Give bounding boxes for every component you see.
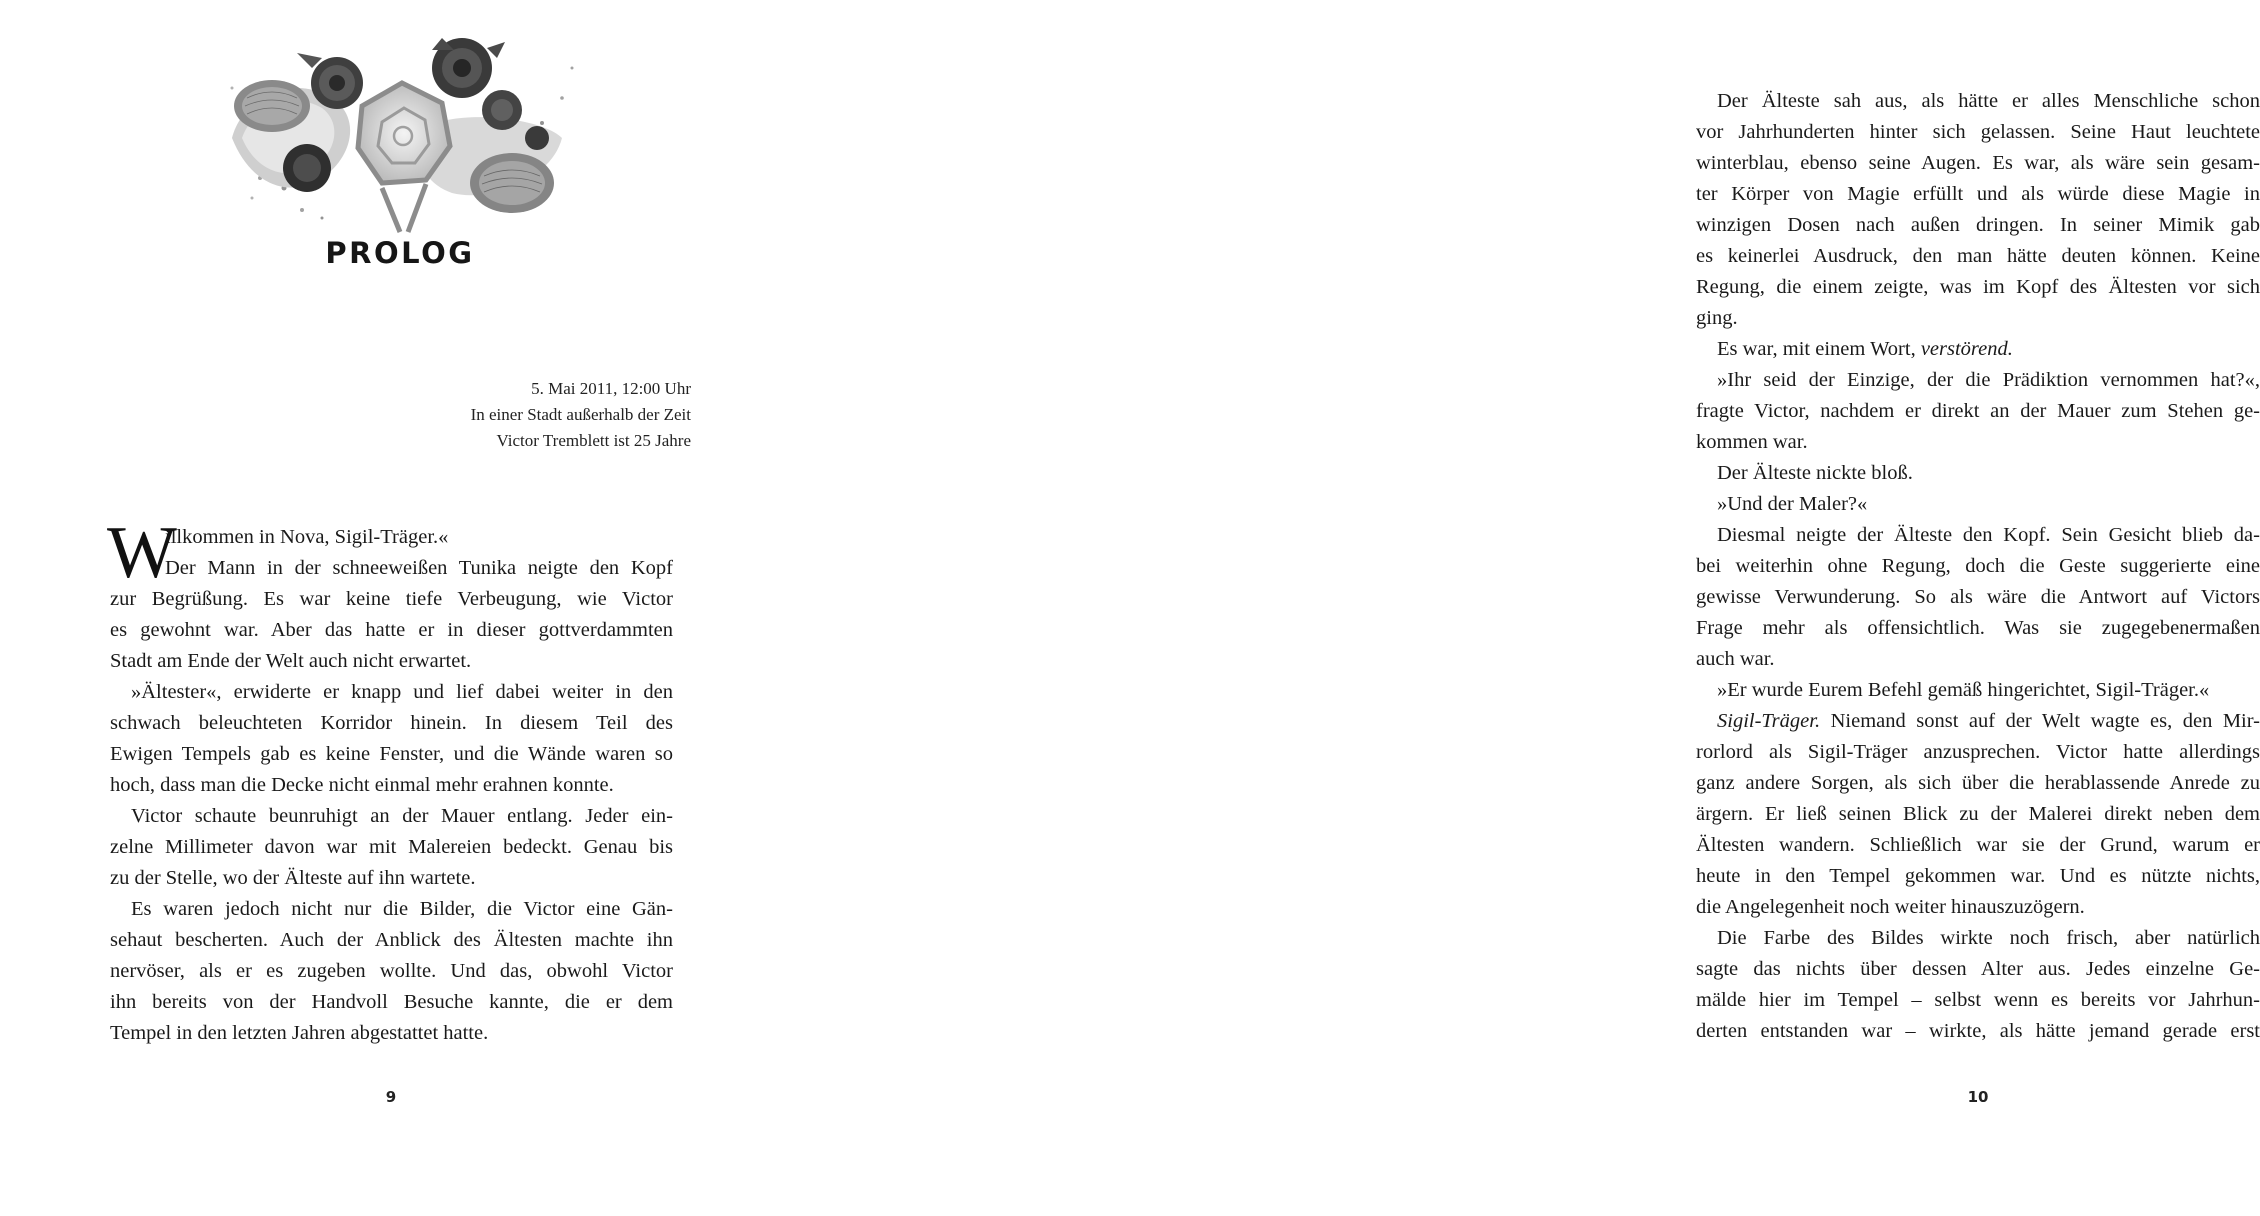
italic-word: verstörend. (1920, 338, 2013, 360)
page-number: 10 (1967, 1088, 1989, 1106)
text-line: Ewigen Tempels gab es keine Fenster, und die Wände waren so (110, 743, 673, 765)
dateline-date: 5. Mai 2011, 12:00 Uhr (531, 379, 691, 398)
text-line: zur Begrüßung. Es war keine tiefe Verbeugung, wie Victor (110, 588, 673, 610)
text-line: Stadt am Ende der Welt auch nicht erwartet. (110, 650, 472, 672)
italic-lead: Sigil-Träger. (1717, 710, 1821, 732)
chapter-title: PROLOG (325, 236, 475, 270)
text-line: winterblau, ebenso seine Augen. Es war, als wäre sein gesam- (1696, 152, 2260, 174)
page-number: 9 (385, 1088, 397, 1106)
text-line: derten entstanden war – wirkte, als hätte jemand gerade erst (1696, 1020, 2260, 1042)
text-line: zu der Stelle, wo der Älteste auf ihn wartete. (110, 867, 476, 889)
text-line: Der Mann in der schneeweißen Tunika neigte den Kopf (165, 557, 673, 579)
text-line: »Und der Maler?« (1717, 493, 1868, 515)
text-line: ihn bereits von der Handvoll Besuche kannte, die er dem (110, 991, 673, 1013)
text-line: Der Älteste sah aus, als hätte er alles Menschliche schon (1717, 90, 2260, 112)
text-line: Es waren jedoch nicht nur die Bilder, die Victor eine Gän- (131, 898, 673, 920)
text-line: Der Älteste nickte bloß. (1717, 462, 1913, 484)
left-page (0, 0, 800, 1216)
dateline (471, 376, 691, 454)
text-line: die Angelegenheit noch weiter hinauszuzögern. (1696, 896, 2085, 918)
text-line: kommen war. (1696, 431, 1808, 453)
text-line: auch war. (1696, 648, 1775, 670)
text-line: Die Farbe des Bildes wirkte noch frisch, aber natürlich (1717, 927, 2260, 949)
text-line: mälde hier im Tempel – selbst wenn es bereits vor Jahrhun- (1696, 989, 2260, 1011)
dateline-character: Victor Tremblett ist 25 Jahre (496, 431, 691, 450)
text-line: sehaut bescherten. Auch der Anblick des Ältesten machte ihn (110, 929, 673, 951)
text-line: »Ihr seid der Einzige, der die Prädiktion vernommen hat?«, (1717, 369, 2260, 391)
text-line: heute in den Tempel gekommen war. Und es nützte nichts, (1696, 865, 2260, 887)
text-line: ter Körper von Magie erfüllt und als würde diese Magie in (1696, 183, 2260, 205)
right-page (800, 0, 2260, 1216)
text-line: ärgern. Er ließ seinen Blick zu der Malerei direkt neben dem (1696, 803, 2260, 825)
text-line: nervöser, als er es zugeben wollte. Und das, obwohl Victor (110, 960, 673, 982)
text-line: rorlord als Sigil-Träger anzusprechen. Victor hatte allerdings (1696, 741, 2260, 763)
text-line: Frage mehr als offensichtlich. Was sie zugegebenermaßen (1696, 617, 2260, 639)
text-line: Regung, die einem zeigte, was im Kopf des Ältesten vor sich (1696, 276, 2260, 298)
prolog-ornament-illustration (212, 28, 588, 234)
text-line (1696, 706, 2260, 737)
text-line: bei weiterhin ohne Regung, doch die Geste suggerierte eine (1696, 555, 2260, 577)
text-line: ganz andere Sorgen, als sich über die herablassende Anrede zu (1696, 772, 2260, 794)
text-line: illkommen in Nova, Sigil-Träger.« (165, 526, 449, 548)
text-line: schwach beleuchteten Korridor hinein. In diesem Teil des (110, 712, 673, 734)
text-line: zelne Millimeter davon war mit Malereien bedeckt. Genau bis (110, 836, 673, 858)
text-line: hoch, dass man die Decke nicht einmal mehr erahnen konnte. (110, 774, 614, 796)
drop-cap: W (107, 512, 177, 594)
text-line: Victor schaute beunruhigt an der Mauer entlang. Jeder ein- (131, 805, 673, 827)
text-line: Diesmal neigte der Älteste den Kopf. Sein Gesicht blieb da- (1717, 524, 2260, 546)
text-line: winzigen Dosen nach außen dringen. In seiner Mimik gab (1696, 214, 2260, 236)
text-line: sagte das nichts über dessen Alter aus. Jedes einzelne Ge- (1696, 958, 2260, 980)
text-segment: Es war, mit einem Wort, (1717, 338, 1921, 360)
text-line (1696, 334, 2260, 365)
dateline-place: In einer Stadt außerhalb der Zeit (470, 405, 691, 424)
text-segment: Niemand sonst auf der Welt wagte es, den Mir- (1820, 710, 2260, 732)
text-line: »Ältester«, erwiderte er knapp und lief dabei weiter in den (131, 681, 673, 703)
text-line: fragte Victor, nachdem er direkt an der Mauer zum Stehen ge- (1696, 400, 2260, 422)
text-line: vor Jahrhunderten hinter sich gelassen. Seine Haut leuchtete (1696, 121, 2260, 143)
text-line: es gewohnt war. Aber das hatte er in dieser gottverdammten (110, 619, 673, 641)
text-line: Tempel in den letzten Jahren abgestattet hatte. (110, 1022, 489, 1044)
text-line: Ältesten wandern. Schließlich war sie der Grund, warum er (1696, 834, 2260, 856)
right-body-text (1696, 86, 2260, 1047)
text-line: es keinerlei Ausdruck, den man hätte deuten können. Keine (1696, 245, 2260, 267)
left-body-text (107, 512, 673, 1049)
text-line: ging. (1696, 307, 1738, 329)
text-line: gewisse Verwunderung. So als wäre die Antwort auf Victors (1696, 586, 2260, 608)
text-line: »Er wurde Eurem Befehl gemäß hingerichtet, Sigil-Träger.« (1717, 679, 2210, 701)
